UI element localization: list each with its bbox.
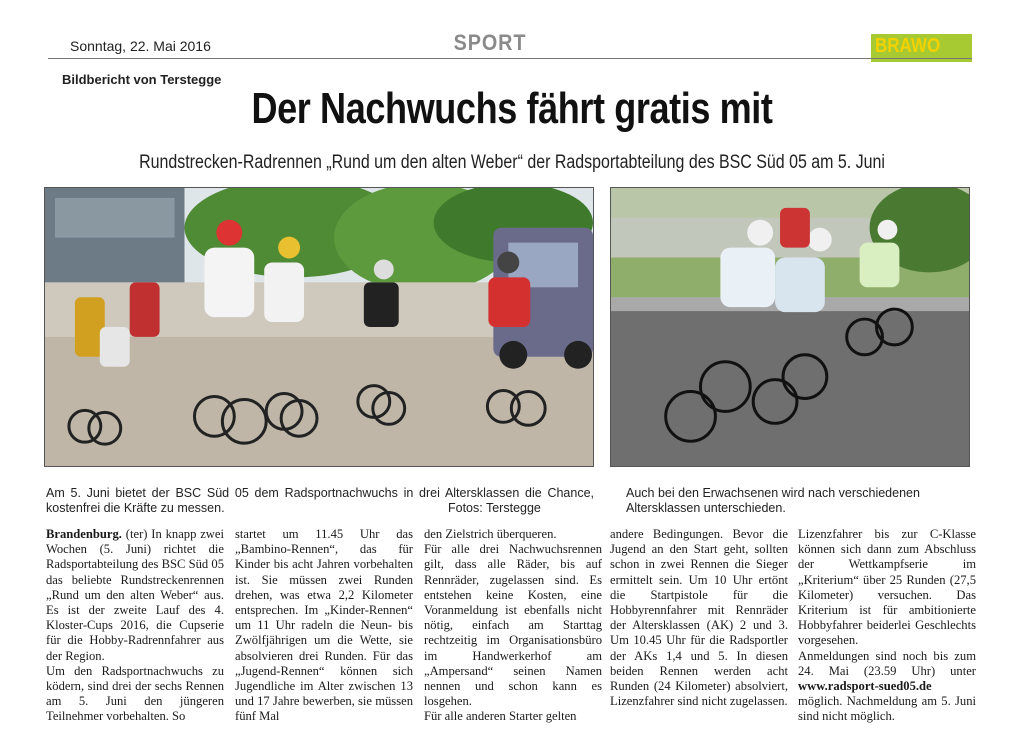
headline: Der Nachwuchs fährt gratis mit	[251, 84, 773, 133]
paragraph: Für alle anderen Starter gelten	[424, 709, 577, 724]
byline: Bildbericht von Terstegge	[62, 72, 222, 87]
photo-credit: Fotos: Terstegge	[448, 501, 541, 515]
photo-adult-racers	[610, 187, 970, 467]
section-title: SPORT	[453, 30, 527, 55]
paragraph: startet um 11.45 Uhr das „Bambino-Rennen“, das für Kinder bis acht Jahren vorbehalten ist. Sie müssen zwei Runden drehen, was etwa 2,2 Kilometer entsprechen. Im „Kinder-Rennen“ um 11 Uhr radeln die Neun- bis Zwölfjährigen um die Wette, sie absolvieren drei Runden. Für das „Jugend-Rennen“ können sich Jugendliche im Alter zwischen 13 und 17 Jahre bewerben, sie müssen fünf Mal	[235, 527, 413, 724]
paragraph: Lizenzfahrer bis zur C-Klasse können sich dann zum Abschluss der Wettkampfserie im „Kriterium“ über 25 Runden (27,5 Kilometer) versuchen. Das Kriterium ist für ambitionierte Hobbyfahrer beiderlei Geschlechts vorgesehen.	[798, 527, 976, 648]
article-column-2	[235, 527, 413, 725]
paragraph: andere Bedingungen. Bevor die Jugend an den Start geht, sollten schon in zwei Rennen die Sieger ermittelt sein. Um 10 Uhr ertönt die Startpistole für die Hobbyrennfahrer mit Rennräder der Altersklassen (AK) 2 und 3. Um 10.45 Uhr für die Radsportler der AKs 1,4 und 5. In diesen beiden Rennen werden acht Runden (24 Kilometer) absolviert, Lizenzfahrer sind nicht zugelassen.	[610, 527, 788, 709]
subheadline: Rundstrecken-Radrennen „Rund um den alten Weber“ der Radsportabteilung des BSC Süd 05 am 5. Juni	[139, 152, 885, 173]
website-link[interactable]: www.radsport-sued05.de	[798, 679, 932, 694]
issue-date: Sonntag, 22. Mai 2016	[70, 38, 211, 54]
article-column-5	[798, 527, 976, 725]
paragraph: (ter) In knapp zwei Wochen (5. Juni) richtet die Radsportabteilung des BSC Süd 05 das beliebte Rundstreckenrennen „Rund um den alten Weber“ aus. Es ist der zweite Lauf des 4. Kloster-Cups 2016, die Cupserie für die Hobby-Radrennfahrer aus der Region.	[46, 527, 224, 663]
caption-kids-photo: Am 5. Juni bietet der BSC Süd 05 dem Radsportnachwuchs in drei Altersklassen die Chance, kostenfrei die Kräfte zu messen.	[46, 486, 594, 515]
photo-kids-cycling	[44, 187, 594, 467]
paragraph: möglich. Nachmeldung am 5. Juni sind nicht möglich.	[798, 694, 976, 724]
dateline: Brandenburg.	[46, 527, 122, 541]
brand-logo-text: BRAWO	[875, 35, 941, 57]
paragraph: den Zielstrich überqueren.	[424, 527, 557, 541]
article-column-3	[424, 527, 602, 725]
header-divider	[48, 58, 972, 59]
article-column-1	[46, 527, 224, 725]
caption-adults-photo: Auch bei den Erwachsenen wird nach verschiedenen Altersklassen unterschieden.	[626, 486, 920, 515]
article-column-4	[610, 527, 788, 709]
paragraph: Um den Radsportnachwuchs zu ködern, sind drei der sechs Rennen am 5. Juni den jüngeren Teilnehmer vorbehalten. So	[46, 663, 224, 724]
paragraph: Anmeldungen sind noch bis zum 24. Mai (23.59 Uhr) unter	[798, 648, 976, 678]
paragraph: Für alle drei Nachwuchsrennen gilt, dass alle Räder, bis auf Rennräder, zugelassen sind. Es entstehen keine Kosten, eine Voranmeldung ist ebenfalls nicht nötig, einfach am Starttag rechtzeitig im Organisationsbüro im Handwerkerhof am „Ampersand“ seinen Namen nennen und schon kann es losgehen.	[424, 542, 602, 709]
